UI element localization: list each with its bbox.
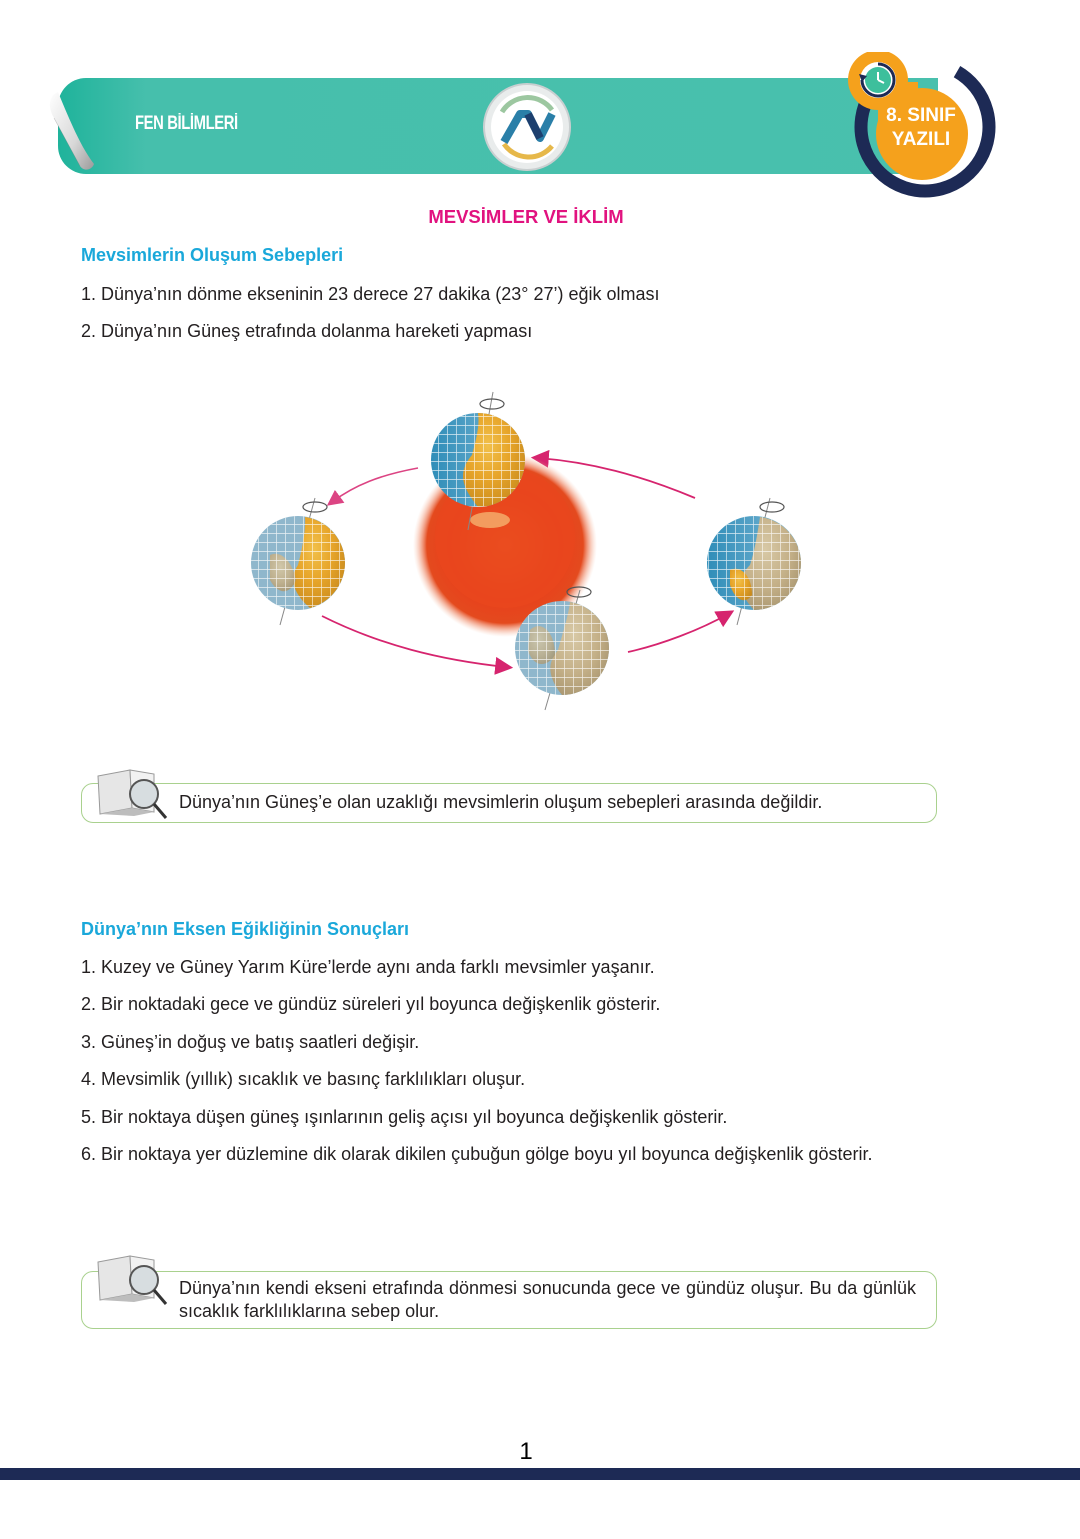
book-magnifier-icon [94, 1252, 172, 1312]
earth-icon [251, 498, 345, 625]
subject-title: FEN BİLİMLERİ [135, 113, 238, 134]
list-item: 2. Bir noktadaki gece ve gündüz süreleri yıl boyunca değişkenlik gösterir. [81, 994, 661, 1014]
section-title-consequences: Dünya’nın Eksen Eğikliğinin Sonuçları [81, 919, 410, 939]
info-note-distance [81, 783, 937, 823]
page-number: 1 [519, 1438, 533, 1465]
note-text: Dünya’nın kendi ekseni etrafında dönmesi sonucunda gece ve gündüz oluşur. Bu da günlük sıcaklık farklılıklarına sebep olur. [179, 1278, 916, 1321]
info-note-rotation [81, 1271, 937, 1329]
publisher-logo [482, 82, 572, 172]
section-title-causes: Mevsimlerin Oluşum Sebepleri [81, 245, 344, 265]
earth-icon [707, 498, 801, 625]
exam-label: YAZILI [891, 129, 951, 150]
list-item: 1. Dünya’nın dönme ekseninin 23 derece 27 dakika (23° 27’) eğik olması [81, 284, 660, 304]
list-item: 1. Kuzey ve Güney Yarım Küre’lerde aynı anda farklı mevsimler yaşanır. [81, 957, 655, 977]
earth-orbit-diagram [240, 380, 820, 720]
list-item: 4. Mevsimlik (yıllık) sıcaklık ve basınç farklılıkları oluşur. [81, 1069, 526, 1089]
page-title: MEVSİMLER VE İKLİM [428, 206, 624, 227]
list-item: 5. Bir noktaya düşen güneş ışınlarının geliş açısı yıl boyunca değişkenlik gösterir. [81, 1107, 728, 1127]
footer-bar [0, 1468, 1080, 1480]
note-text: Dünya’nın Güneş’e olan uzaklığı mevsimlerin oluşum sebepleri arasında değildir. [179, 792, 823, 812]
page-curl-decoration [40, 86, 120, 172]
book-magnifier-icon [94, 766, 172, 826]
grade-label: 8. SINIF [886, 105, 956, 126]
list-item: 6. Bir noktaya yer düzlemine dik olarak dikilen çubuğun gölge boyu yıl boyunca değişkenlik gösterir. [81, 1144, 873, 1164]
grade-badge-text [876, 104, 966, 152]
list-item: 3. Güneş’in doğuş ve batış saatleri değişir. [81, 1032, 420, 1052]
list-item: 2. Dünya’nın Güneş etrafında dolanma hareketi yapması [81, 321, 533, 341]
